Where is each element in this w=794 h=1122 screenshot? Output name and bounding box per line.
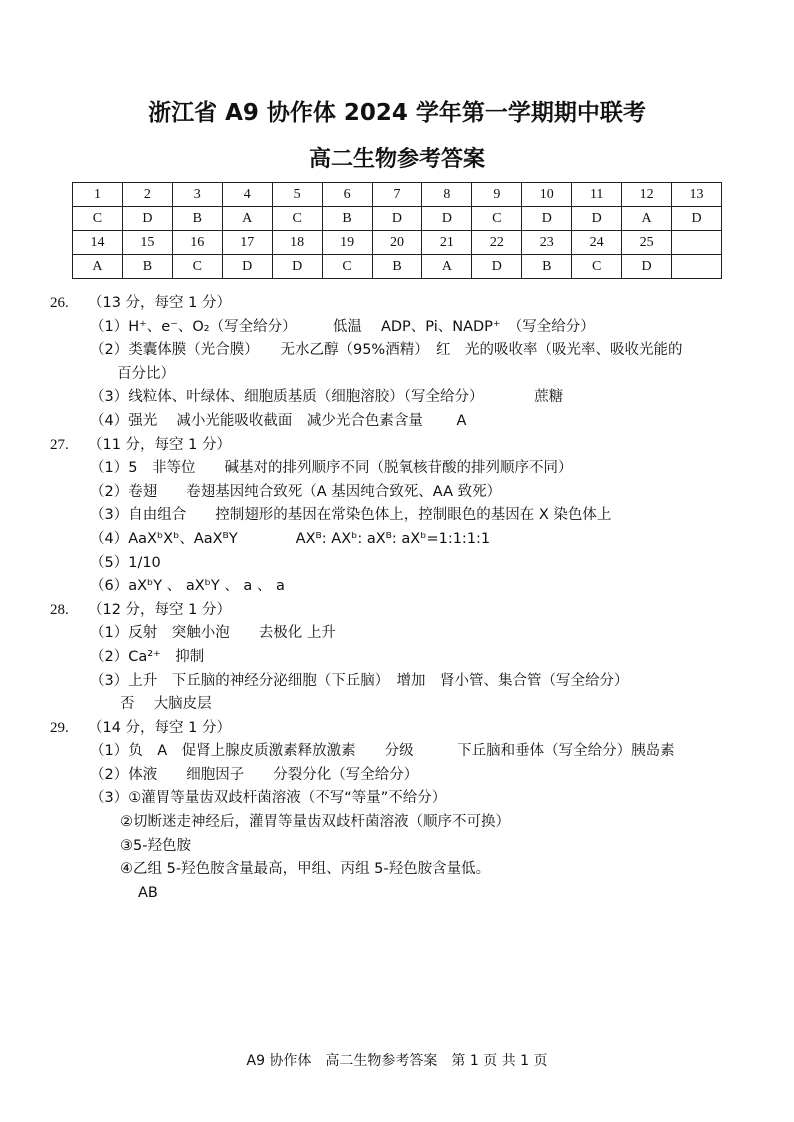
answer-line-continued: 否 大脑皮层 — [120, 696, 212, 713]
answer-line: （2）体液 细胞因子 分裂分化（写全给分） — [90, 766, 419, 783]
table-cell — [672, 255, 722, 279]
answer-line: （1）5 非等位 碱基对的排列顺序不同（脱氧核苷酸的排列顺序不同） — [90, 460, 573, 477]
table-cell: C — [272, 207, 322, 231]
question-29 — [50, 717, 760, 906]
question-heading: （11 分，每空 1 分） — [88, 436, 232, 453]
table-cell: B — [172, 207, 222, 231]
table-cell: D — [272, 255, 322, 279]
table-cell: D — [572, 207, 622, 231]
table-cell: 10 — [522, 183, 572, 207]
table-cell: 3 — [172, 183, 222, 207]
table-cell: D — [522, 207, 572, 231]
answer-line: （3）上升 下丘脑的神经分泌细胞（下丘脑） 增加 肾小管、集合管（写全给分） — [90, 672, 629, 689]
table-cell: 6 — [322, 183, 372, 207]
table-cell: C — [472, 207, 522, 231]
answer-line-continued: ③5-羟色胺 — [120, 837, 191, 854]
answer-line: （4）AaXᵇXᵇ、AaXᴮY AXᴮ: AXᵇ: aXᴮ: aXᵇ=1:1:1:1 — [90, 530, 491, 547]
table-cell: 5 — [272, 183, 322, 207]
answer-line: （5）1/10 — [90, 554, 161, 571]
table-cell: 17 — [222, 231, 272, 255]
answer-line: （3）自由组合 控制翅形的基因在常染色体上，控制眼色的基因在 X 染色体上 — [90, 507, 612, 524]
table-cell: 18 — [272, 231, 322, 255]
page-title: 浙江省 A9 协作体 2024 学年第一学期期中联考 — [148, 100, 646, 126]
table-row-answers — [73, 255, 722, 279]
table-cell: C — [73, 207, 123, 231]
table-cell: A — [222, 207, 272, 231]
question-heading: （12 分，每空 1 分） — [88, 601, 232, 618]
answer-line: （3）线粒体、叶绿体、细胞质基质（细胞溶胶）（写全给分） 蔗糖 — [90, 389, 564, 406]
table-cell: 2 — [122, 183, 172, 207]
answer-line-continued: AB — [138, 884, 158, 901]
answer-line-continued: ②切断迷走神经后，灌胃等量齿双歧杆菌溶液（顺序不可换） — [120, 814, 510, 831]
answer-line-continued: 百分比） — [117, 365, 175, 382]
table-cell: B — [522, 255, 572, 279]
table-cell: 23 — [522, 231, 572, 255]
table-cell: C — [172, 255, 222, 279]
table-cell: 8 — [422, 183, 472, 207]
table-cell: 12 — [622, 183, 672, 207]
question-28 — [50, 599, 760, 717]
question-27 — [50, 434, 760, 599]
table-cell: 14 — [73, 231, 123, 255]
table-cell: 13 — [672, 183, 722, 207]
answer-line: （4）强光 减小光能吸收截面 减少光合色素含量 A — [90, 412, 467, 429]
table-cell: D — [422, 207, 472, 231]
table-cell: 11 — [572, 183, 622, 207]
table-cell: D — [472, 255, 522, 279]
table-cell: 7 — [372, 183, 422, 207]
answer-line: （1）H⁺、e⁻、O₂（写全给分） 低温 ADP、Pi、NADP⁺ （写全给分） — [90, 318, 595, 335]
answer-line: （6）aXᵇY 、 aXᵇY 、 a 、 a — [90, 578, 285, 595]
table-cell: 21 — [422, 231, 472, 255]
table-cell: B — [122, 255, 172, 279]
table-cell: 19 — [322, 231, 372, 255]
table-cell: C — [322, 255, 372, 279]
table-cell: 9 — [472, 183, 522, 207]
table-cell: 15 — [122, 231, 172, 255]
table-cell: 4 — [222, 183, 272, 207]
question-number: 29. — [50, 719, 69, 736]
question-heading: （13 分，每空 1 分） — [88, 295, 232, 311]
answer-line: （1）负 A 促肾上腺皮质激素释放激素 分级 下丘脑和垂体（写全给分）胰岛素 — [90, 743, 675, 760]
table-cell: A — [73, 255, 123, 279]
question-number: 26. — [50, 295, 69, 311]
table-cell: A — [422, 255, 472, 279]
question-26 — [50, 292, 760, 434]
page-subtitle: 高二生物参考答案 — [308, 147, 485, 172]
answer-line-continued: ④乙组 5-羟色胺含量最高，甲组、丙组 5-羟色胺含量低。 — [120, 861, 491, 878]
page-footer: A9 协作体 高二生物参考答案 第 1 页 共 1 页 — [246, 1053, 548, 1069]
table-cell: 16 — [172, 231, 222, 255]
answer-line: （3）①灌胃等量齿双歧杆菌溶液（不写“等量”不给分） — [90, 790, 447, 807]
answer-content — [50, 292, 760, 905]
answer-line: （1）反射 突触小泡 去极化 上升 — [90, 625, 336, 642]
answer-table — [72, 182, 722, 279]
table-cell: 1 — [73, 183, 123, 207]
table-cell: A — [622, 207, 672, 231]
answer-line: （2）Ca²⁺ 抑制 — [90, 648, 205, 665]
table-cell: B — [372, 255, 422, 279]
question-number: 27. — [50, 436, 69, 453]
table-row-answers — [73, 207, 722, 231]
table-row-numbers — [73, 231, 722, 255]
table-row-numbers — [73, 183, 722, 207]
question-heading: （14 分，每空 1 分） — [88, 719, 232, 736]
table-cell: D — [622, 255, 672, 279]
question-number: 28. — [50, 601, 69, 618]
answer-line: （2）卷翅 卷翅基因纯合致死（A 基因纯合致死、AA 致死） — [90, 483, 502, 500]
table-cell — [672, 231, 722, 255]
table-cell: 24 — [572, 231, 622, 255]
table-cell: D — [222, 255, 272, 279]
table-cell: B — [322, 207, 372, 231]
answer-line: （2）类囊体膜（光合膜） 无水乙醇（95%酒精） 红 光的吸收率（吸光率、吸收光能的 — [90, 342, 683, 359]
table-cell: C — [572, 255, 622, 279]
table-cell: D — [672, 207, 722, 231]
table-cell: D — [122, 207, 172, 231]
table-cell: 25 — [622, 231, 672, 255]
table-cell: 20 — [372, 231, 422, 255]
table-cell: 22 — [472, 231, 522, 255]
table-cell: D — [372, 207, 422, 231]
